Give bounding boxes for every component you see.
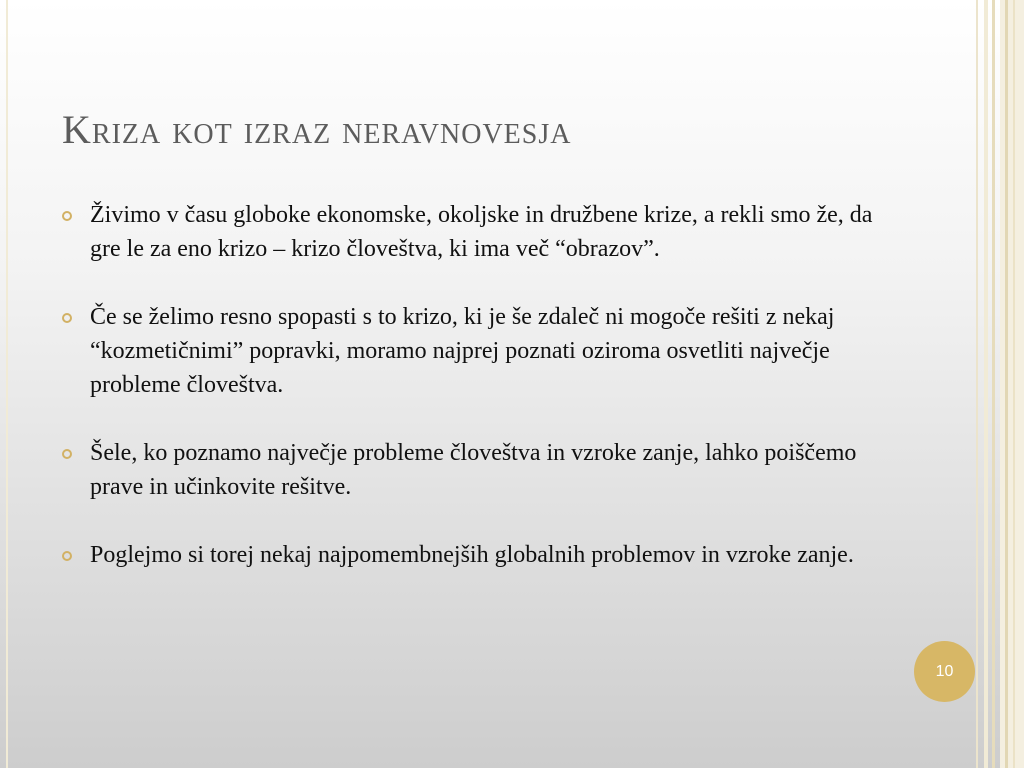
- right-decorative-stripe: [1013, 0, 1015, 768]
- bullet-text: Živimo v času globoke ekonomske, okoljske in družbene krize, a rekli smo že, da gre le za eno krizo – krizo človeštva, ki ima več “obrazov”.: [90, 202, 873, 262]
- right-decorative-stripe: [1005, 0, 1008, 768]
- hollow-circle-icon: [62, 449, 72, 459]
- page-number-badge: [914, 641, 975, 702]
- bullet-text: Poglejmo si torej nekaj najpomembnejših globalnih problemov in vzroke zanje.: [90, 542, 854, 568]
- bullet-list: [56, 198, 906, 606]
- bullet-item: [56, 436, 906, 504]
- bullet-text: Če se želimo resno spopasti s to krizo, ki je še zdaleč ni mogoče rešiti z nekaj “kozmetičnimi” popravki, moramo najprej poznati oziroma osvetliti največje probleme človeštva.: [90, 304, 835, 398]
- slide-title: Kriza kot izraz neravnovesja: [62, 107, 572, 152]
- bullet-item: [56, 300, 906, 402]
- hollow-circle-icon: [62, 551, 72, 561]
- bullet-item: [56, 198, 906, 266]
- right-decorative-band: [1000, 0, 1024, 768]
- bullet-item: [56, 538, 906, 572]
- right-decorative-stripe: [976, 0, 978, 768]
- left-border-line: [6, 0, 8, 768]
- right-decorative-stripe: [984, 0, 988, 768]
- right-decorative-stripe: [992, 0, 995, 768]
- bullet-text: Šele, ko poznamo največje probleme človeštva in vzroke zanje, lahko poiščemo prave in učinkovite rešitve.: [90, 440, 857, 500]
- page-number: 10: [935, 662, 954, 680]
- hollow-circle-icon: [62, 211, 72, 221]
- hollow-circle-icon: [62, 313, 72, 323]
